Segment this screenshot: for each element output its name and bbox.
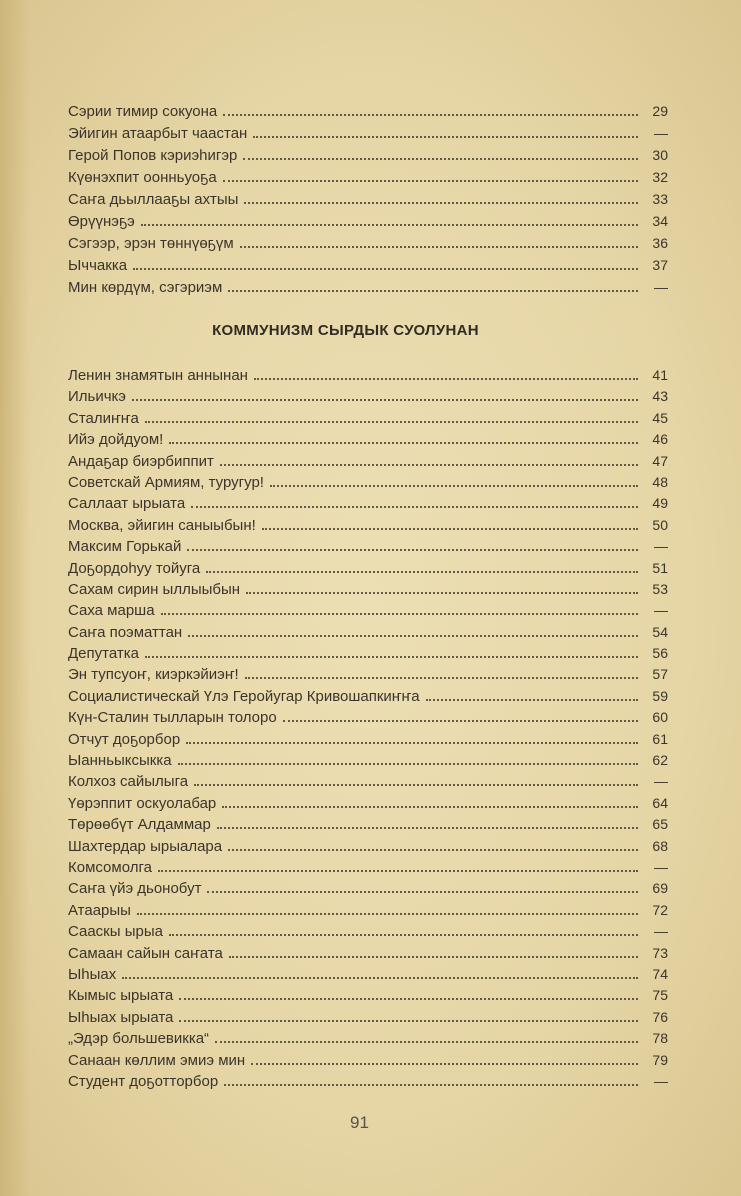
toc-entry-page: 56 xyxy=(652,645,668,662)
toc-entry-title: Ыһыах xyxy=(68,965,117,983)
toc-entry-title: Ленин знамятын аннынан xyxy=(68,367,248,384)
toc-entry xyxy=(68,1071,668,1092)
toc-entry xyxy=(68,1007,668,1028)
toc-entry-page: 41 xyxy=(652,367,668,383)
dot-leader xyxy=(229,956,638,958)
toc-entry-page: 76 xyxy=(652,1008,668,1025)
toc-entry-page: 53 xyxy=(652,580,668,597)
toc-entry xyxy=(68,836,668,857)
dot-leader xyxy=(191,506,638,508)
toc-entry xyxy=(68,600,668,621)
page-number: 91 xyxy=(350,1113,369,1132)
toc-entry-page: 47 xyxy=(652,452,668,469)
toc-entry-page: 48 xyxy=(652,473,668,490)
toc-entry-title: Эйигин атаарбыт чаастан xyxy=(68,125,248,142)
dot-leader xyxy=(158,870,638,872)
toc-entry xyxy=(68,643,668,664)
dot-leader xyxy=(178,763,638,765)
dot-leader xyxy=(194,784,638,786)
toc-entry-page: 51 xyxy=(652,559,668,576)
toc-section-2 xyxy=(68,365,668,1092)
dot-leader xyxy=(243,158,638,160)
toc-entry xyxy=(68,878,668,899)
toc-entry-page: — xyxy=(654,923,668,940)
toc-entry xyxy=(68,536,668,557)
toc-entry-page: 30 xyxy=(652,147,668,163)
toc-entry-page: 36 xyxy=(652,235,668,251)
toc-entry xyxy=(68,515,668,536)
toc-entry-page: 54 xyxy=(652,623,668,640)
toc-entry-title: Шахтердар ырыалара xyxy=(68,837,223,855)
toc-entry-page: 60 xyxy=(652,709,668,726)
toc-entry-title: Ыанньыксыкка xyxy=(68,752,172,770)
toc-entry xyxy=(68,793,668,814)
toc-entry-page: 61 xyxy=(652,730,668,747)
toc-entry xyxy=(68,1028,668,1049)
dot-leader xyxy=(217,827,638,829)
toc-entry-title: Саллаат ырыата xyxy=(68,495,186,513)
toc-entry xyxy=(68,429,668,450)
toc-entry xyxy=(68,211,668,233)
dot-leader xyxy=(169,934,638,936)
toc-entry-page: 43 xyxy=(652,388,668,405)
toc-entry-page: 59 xyxy=(652,687,668,704)
toc-entry-title: Сааскы ырыа xyxy=(68,923,163,941)
toc-entry xyxy=(68,943,668,964)
dot-leader xyxy=(207,891,638,893)
toc-entry-page: 29 xyxy=(652,103,668,119)
dot-leader xyxy=(188,635,638,637)
dot-leader xyxy=(222,806,638,808)
toc-entry-page: 68 xyxy=(652,837,668,854)
dot-leader xyxy=(206,571,638,573)
toc-entry-page: 49 xyxy=(652,495,668,512)
toc-entry xyxy=(68,189,668,211)
dot-leader xyxy=(161,613,638,615)
toc-entry xyxy=(68,1050,668,1071)
toc-entry-title: Саҥа үйэ дьонобут xyxy=(68,880,202,898)
dot-leader xyxy=(141,224,638,226)
dot-leader xyxy=(253,136,638,138)
dot-leader xyxy=(228,290,638,292)
dot-leader xyxy=(283,720,638,722)
toc-entry-title: Үөрэппит оскуолабар xyxy=(68,794,217,812)
dot-leader xyxy=(133,268,638,270)
toc-entry-page: 75 xyxy=(652,987,668,1004)
toc-entry xyxy=(68,558,668,579)
toc-entry-page: — xyxy=(654,1072,668,1089)
toc-entry-title: Сахам сирин ыллыыбын xyxy=(68,580,241,598)
toc-entry-title: Сэрии тимир сокуона xyxy=(68,103,218,120)
section-heading-text: КОММУНИЗМ СЫРДЫК СУОЛУНАН xyxy=(212,322,479,339)
toc-entry-page: 65 xyxy=(652,816,668,833)
dot-leader xyxy=(245,677,638,679)
toc-entry-title: Саҥа поэматтан xyxy=(68,623,183,641)
toc-entry-title: Сэгээр, эрэн төннүөҕүм xyxy=(68,235,234,252)
toc-entry-page: — xyxy=(654,602,668,619)
toc-entry-page: 34 xyxy=(652,213,668,229)
toc-entry-page: 64 xyxy=(652,794,668,811)
toc-entry xyxy=(68,145,668,167)
dot-leader xyxy=(137,913,638,915)
toc-entry xyxy=(68,579,668,600)
toc-entry xyxy=(68,857,668,878)
toc-entry xyxy=(68,921,668,942)
toc-entry xyxy=(68,814,668,835)
toc-entry-title: Күөнэхпит оонньуоҕа xyxy=(68,169,217,186)
toc-entry xyxy=(68,408,668,429)
dot-leader xyxy=(270,485,638,487)
dot-leader xyxy=(254,378,638,380)
toc-entry xyxy=(68,451,668,472)
dot-leader xyxy=(244,202,638,204)
toc-entry-title: Максим Горькай xyxy=(68,538,182,556)
dot-leader xyxy=(132,399,638,401)
toc-entry xyxy=(68,233,668,255)
toc-entry-page: 57 xyxy=(652,666,668,683)
toc-section-1 xyxy=(68,101,668,299)
toc-entry xyxy=(68,472,668,493)
toc-entry-title: Ыһыах ырыата xyxy=(68,1008,174,1026)
toc-entry-page: 79 xyxy=(652,1051,668,1068)
dot-leader xyxy=(179,1020,638,1022)
toc-entry xyxy=(68,622,668,643)
toc-entry xyxy=(68,277,668,299)
toc-entry-page: 50 xyxy=(652,516,668,533)
toc-entry-page: 37 xyxy=(652,257,668,273)
toc-entry-title: Ильичкэ xyxy=(68,388,126,406)
dot-leader xyxy=(246,592,638,594)
toc-entry-page: 73 xyxy=(652,944,668,961)
toc-entry-title: Эн тупсуоҥ, киэркэйиэҥ! xyxy=(68,666,239,684)
toc-entry xyxy=(68,964,668,985)
toc-entry-page: 32 xyxy=(652,169,668,185)
toc-entry xyxy=(68,123,668,145)
dot-leader xyxy=(220,464,638,466)
toc-entry xyxy=(68,707,668,728)
paper-edge-shadow xyxy=(0,0,30,1196)
toc-entry-title: Комсомолга xyxy=(68,858,152,876)
toc-entry xyxy=(68,365,668,386)
toc-entry xyxy=(68,664,668,685)
toc-entry-title: Герой Попов кэриэһигэр xyxy=(68,147,238,164)
dot-leader xyxy=(262,528,638,530)
toc-entry-page: 62 xyxy=(652,752,668,769)
toc-entry-page: 69 xyxy=(652,880,668,897)
toc-entry xyxy=(68,900,668,921)
toc-entry-title: Өрүүнэҕэ xyxy=(68,213,135,230)
toc-entry-title: Отчут доҕорбор xyxy=(68,730,181,748)
dot-leader xyxy=(179,998,638,1000)
toc-entry-title: Депутатка xyxy=(68,645,139,663)
toc-entry-page: 46 xyxy=(652,431,668,448)
toc-entry-page: — xyxy=(654,125,668,141)
toc-entry-title: Мин көрдүм, сэгэриэм xyxy=(68,279,223,296)
toc-entry-title: Ийэ дойдуом! xyxy=(68,431,164,449)
toc-entry xyxy=(68,686,668,707)
toc-entry-title: Төрөөбүт Алдаммар xyxy=(68,816,211,834)
toc-entry-page: 74 xyxy=(652,965,668,982)
toc-entry xyxy=(68,101,668,123)
toc-entry xyxy=(68,493,668,514)
toc-entry-title: Колхоз сайылыга xyxy=(68,773,189,791)
toc-entry-page: — xyxy=(654,773,668,790)
toc-entry-title: Советскай Армиям, туругур! xyxy=(68,473,264,491)
toc-entry-page: 33 xyxy=(652,191,668,207)
toc-entry-title: Кымыс ырыата xyxy=(68,987,174,1005)
toc-entry xyxy=(68,255,668,277)
toc-entry-title: Атаарыы xyxy=(68,901,131,919)
toc-entry-title: Санаан көллим эмиэ мин xyxy=(68,1051,246,1069)
toc-entry-title: Ыччакка xyxy=(68,257,128,274)
dot-leader xyxy=(145,656,638,658)
toc-entry-title: Самаан сайын саҥата xyxy=(68,944,223,962)
toc-entry-page: — xyxy=(654,279,668,295)
toc-entry xyxy=(68,386,668,407)
toc-entry-title: Социалистическай Үлэ Геройугар Кривошапкиҥҥа xyxy=(68,687,420,705)
toc-entry-title: Доҕордоһуу тойуга xyxy=(68,559,201,577)
dot-leader xyxy=(223,180,638,182)
dot-leader xyxy=(240,246,638,248)
toc-entry-page: — xyxy=(654,538,668,555)
dot-leader xyxy=(228,849,638,851)
toc-entry-title: Сталиҥҥа xyxy=(68,409,139,427)
toc-entry-title: Саҥа дьыллааҕы ахтыы xyxy=(68,191,239,208)
dot-leader xyxy=(186,742,638,744)
dot-leader xyxy=(169,442,638,444)
toc-entry xyxy=(68,750,668,771)
toc-entry-page: — xyxy=(654,858,668,875)
dot-leader xyxy=(145,421,638,423)
dot-leader xyxy=(426,699,638,701)
toc-entry-title: „Эдэр большевикка“ xyxy=(68,1030,210,1048)
dot-leader xyxy=(187,549,638,551)
toc-entry-page: 72 xyxy=(652,901,668,918)
dot-leader xyxy=(215,1041,638,1043)
toc-entry xyxy=(68,167,668,189)
toc-entry-page: 78 xyxy=(652,1030,668,1047)
toc-entry xyxy=(68,771,668,792)
toc-entry-title: Москва, эйигин саныыбын! xyxy=(68,516,256,534)
toc-entry xyxy=(68,985,668,1006)
dot-leader xyxy=(223,114,638,116)
toc-entry-title: Саха марша xyxy=(68,602,155,620)
toc-entry-title: Студент доҕотторбор xyxy=(68,1072,219,1090)
toc-entry-page: 45 xyxy=(652,409,668,426)
dot-leader xyxy=(224,1084,638,1086)
section-heading xyxy=(0,322,741,339)
dot-leader xyxy=(251,1063,638,1065)
toc-entry-title: Андаҕар биэрбиппит xyxy=(68,452,214,470)
toc-entry-title: Күн-Сталин тылларын толоро xyxy=(68,709,277,727)
dot-leader xyxy=(122,977,638,979)
toc-entry xyxy=(68,729,668,750)
